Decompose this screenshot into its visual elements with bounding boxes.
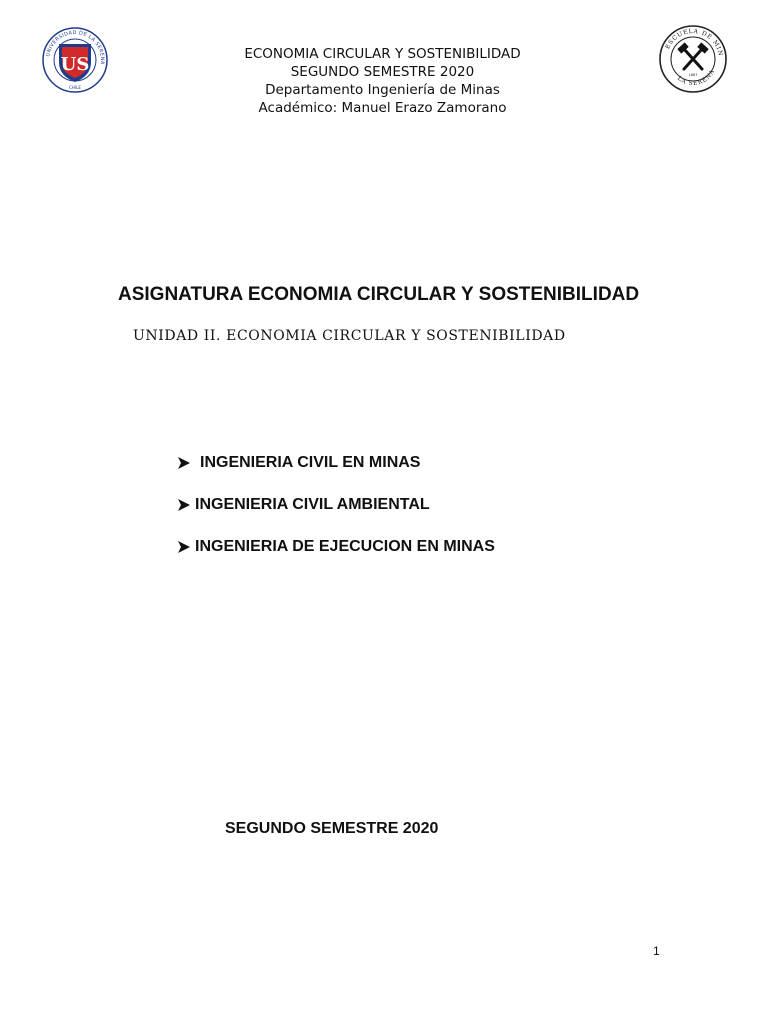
seal-ring-top-text: ESCUELA DE MIN [664, 27, 724, 58]
document-header [160, 45, 605, 117]
arrowhead-bullet-icon [177, 456, 191, 470]
career-label: INGENIERIA DE EJECUCION EN MINAS [195, 538, 495, 555]
career-label: INGENIERIA CIVIL AMBIENTAL [195, 496, 430, 513]
arrowhead-bullet-icon [177, 498, 191, 512]
footer-semester: SEGUNDO SEMESTRE 2020 [225, 820, 439, 837]
list-item [177, 484, 495, 526]
header-department-line: Departamento Ingeniería de Minas [265, 82, 500, 98]
header-course-line: ECONOMIA CIRCULAR Y SOSTENIBILIDAD [244, 46, 521, 62]
seal-bottom-text: CHILE [69, 85, 81, 90]
header-semester-line: SEGUNDO SEMESTRE 2020 [290, 64, 475, 80]
career-list [177, 442, 495, 568]
mining-school-seal-icon [658, 24, 728, 94]
career-label: INGENIERIA CIVIL EN MINAS [200, 454, 421, 471]
list-item [177, 442, 495, 484]
document-title: ASIGNATURA ECONOMIA CIRCULAR Y SOSTENIBILIDAD [118, 284, 640, 305]
seal-ring-bottom-text: LA SERENA [676, 68, 717, 88]
arrowhead-bullet-icon [177, 540, 191, 554]
seal-monogram: US [60, 54, 90, 75]
university-seal-icon [42, 27, 108, 93]
mining-school-seal-logo [658, 24, 728, 94]
seal-ring-text: UNIVERSIDAD DE LA SERENA [45, 29, 106, 65]
list-item [177, 526, 495, 568]
header-academic-line: Académico: Manuel Erazo Zamorano [258, 100, 507, 116]
seal-inner-text: 1887 [688, 73, 698, 77]
unit-subtitle: UNIDAD II. ECONOMIA CIRCULAR Y SOSTENIBILIDAD [133, 328, 566, 344]
page-number: 1 [653, 944, 660, 958]
university-seal-logo [42, 27, 108, 93]
